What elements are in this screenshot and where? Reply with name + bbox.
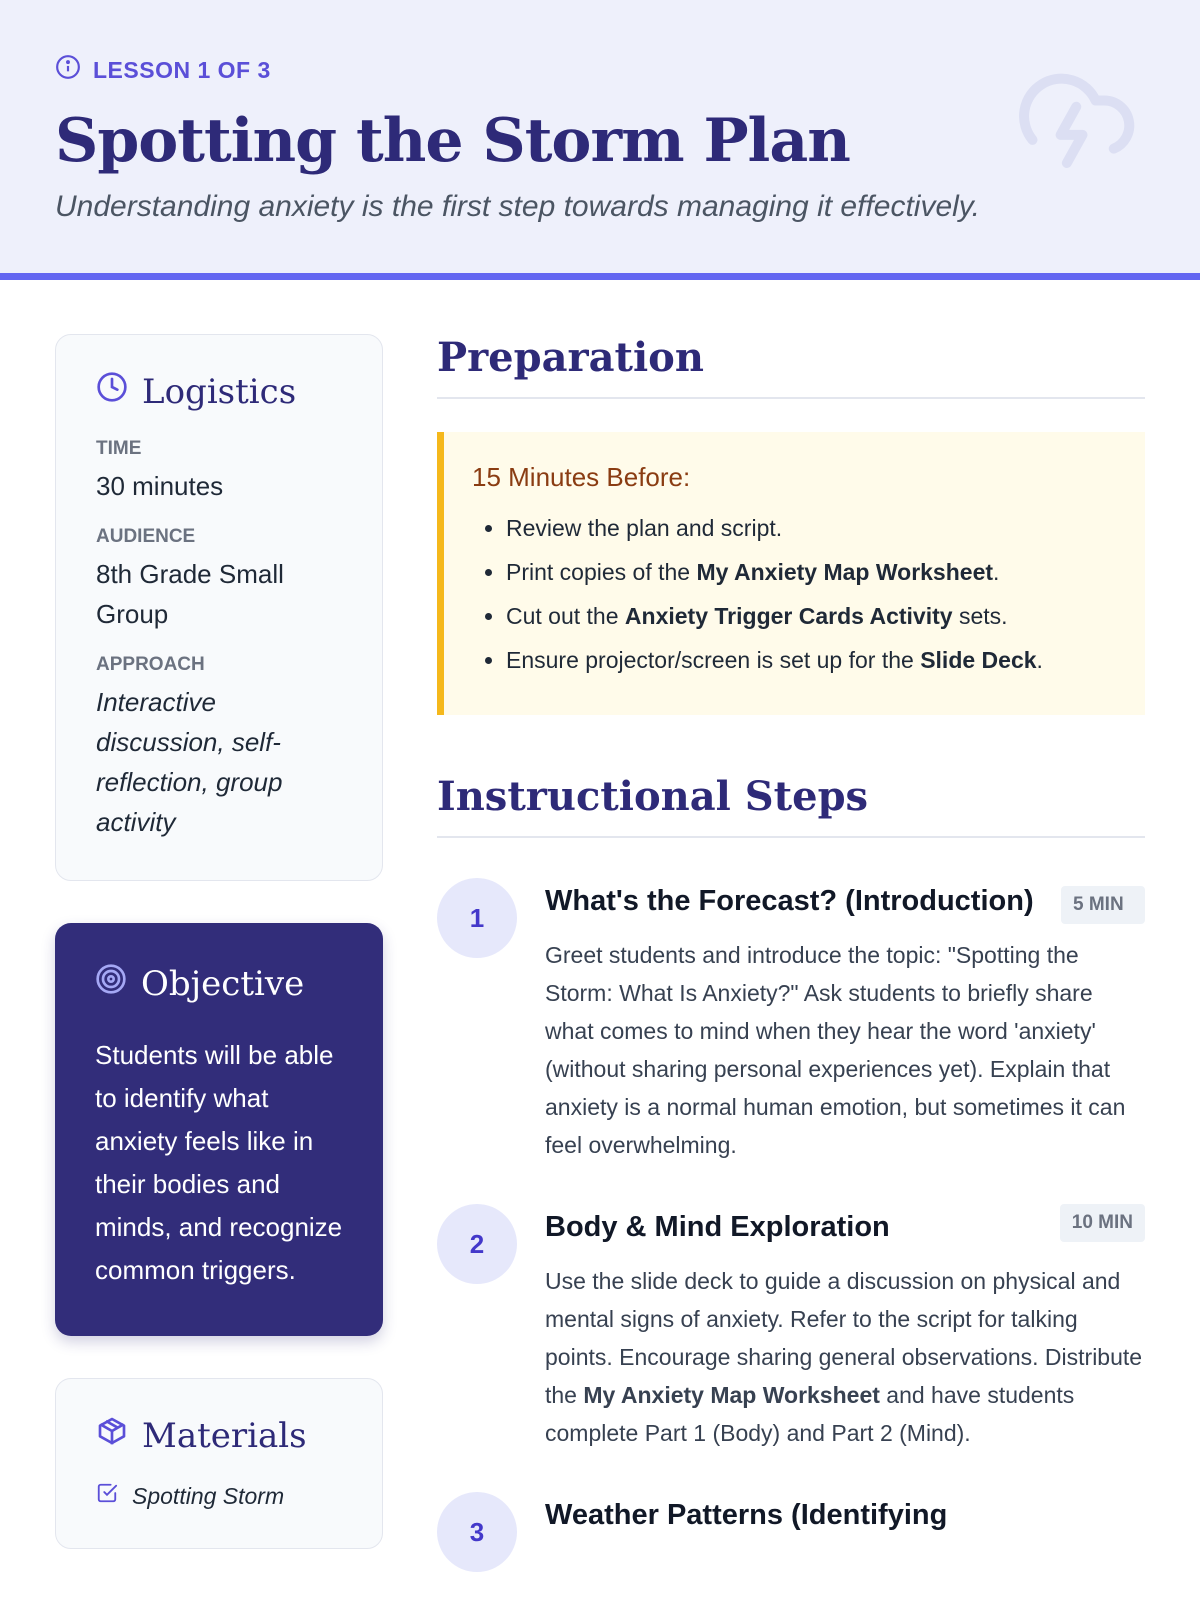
materials-item-label: Spotting Storm	[132, 1482, 285, 1509]
audience-label: AUDIENCE	[96, 526, 196, 547]
materials-title	[96, 1415, 342, 1456]
step-item	[437, 1492, 1145, 1572]
preparation-item: • Cut out the Anxiety Trigger Cards Activity sets.	[506, 601, 1115, 631]
logistics-card	[55, 334, 383, 881]
objective-title-label: Objective	[141, 963, 305, 1004]
preparation-item: • Print copies of the My Anxiety Map Worksheet.	[506, 557, 1115, 587]
step-duration-badge: 10 MIN	[1060, 1204, 1145, 1242]
preparation-item: • Review the plan and script.	[506, 513, 1115, 543]
preparation-heading: 15 Minutes Before:	[472, 462, 691, 493]
logistics-title-label: Logistics	[142, 371, 297, 412]
lesson-tag	[55, 54, 1145, 86]
time-value: 30 minutes	[96, 471, 224, 501]
preparation-list	[472, 513, 1115, 675]
storm-cloud-icon	[995, 38, 1145, 188]
step-duration-badge: 5 MIN	[1061, 886, 1145, 924]
sidebar	[55, 334, 383, 1591]
step-item	[437, 878, 1145, 1164]
step-title: Body & Mind Exploration	[545, 1211, 890, 1244]
steps-title: Instructional Steps	[437, 773, 1145, 838]
preparation-box	[437, 432, 1145, 715]
materials-item[interactable]	[96, 1482, 342, 1510]
lesson-header	[0, 0, 1200, 280]
box-icon	[96, 1415, 128, 1456]
clock-icon	[96, 371, 128, 412]
materials-title-label: Materials	[142, 1415, 307, 1456]
approach-label: APPROACH	[96, 654, 205, 675]
step-title: What's the Forecast? (Introduction)	[545, 885, 1034, 918]
audience-value: 8th Grade Small Group	[96, 559, 284, 629]
step-number: 3	[437, 1492, 517, 1572]
approach-value: Interactive discussion, self-reflection, group activity	[96, 687, 283, 837]
step-description: Use the slide deck to guide a discussion on physical and mental signs of anxiety. Refer to the script for talking points. Encourage sharing general observations. Distribute the My Anxiety Map Worksheet and have students complete Part 1 (Body) and Part 2 (Mind).	[545, 1268, 1143, 1447]
page-subtitle: Understanding anxiety is the first step towards managing it effectively.	[55, 190, 980, 223]
objective-card	[55, 923, 383, 1336]
target-icon	[95, 963, 127, 1004]
time-label: TIME	[96, 438, 142, 459]
objective-title	[95, 963, 343, 1004]
preparation-title: Preparation	[437, 334, 1145, 399]
objective-text: Students will be able to identify what anxiety feels like in their bodies and minds, and recognize common triggers.	[95, 1040, 343, 1285]
logistics-title	[96, 371, 342, 412]
step-number: 2	[437, 1204, 517, 1284]
step-title: Weather Patterns (Identifying	[545, 1499, 948, 1532]
info-icon	[55, 54, 81, 86]
step-description: Greet students and introduce the topic: "Spotting the Storm: What Is Anxiety?" Ask students to briefly share what comes to mind when they hear the word 'anxiety' (without sharing personal experiences yet). Explain that anxiety is a normal human emotion, but sometimes it can feel overwhelming.	[545, 942, 1126, 1159]
materials-card	[55, 1378, 383, 1549]
main-content	[437, 334, 1145, 1591]
step-number: 1	[437, 878, 517, 958]
step-item	[437, 1204, 1145, 1452]
checkbox-icon	[96, 1482, 118, 1510]
preparation-item: • Ensure projector/screen is set up for the Slide Deck.	[506, 645, 1115, 675]
lesson-tag-label: LESSON 1 OF 3	[93, 56, 271, 83]
page-title: Spotting the Storm Plan	[55, 106, 850, 176]
